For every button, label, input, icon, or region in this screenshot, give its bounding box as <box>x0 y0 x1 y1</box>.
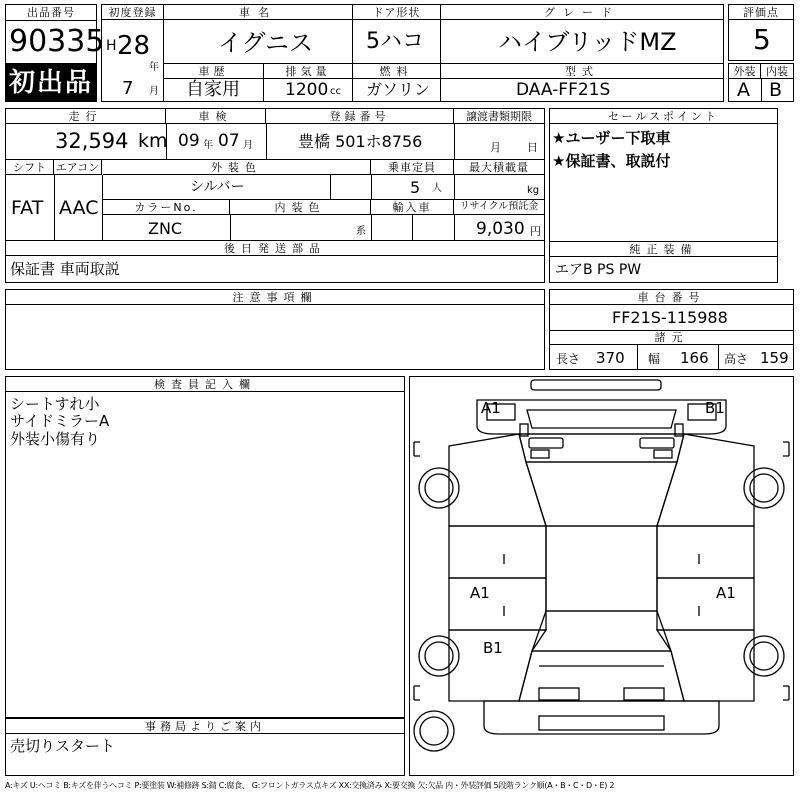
inspection-label: 車検 <box>166 109 266 124</box>
office-label: 事務局よりご案内 <box>6 719 404 734</box>
ext-color: シルバー <box>190 179 245 195</box>
capacity-label: 乗車定員 <box>371 160 454 175</box>
row1-div2 <box>266 124 267 160</box>
displacement-unit: cc <box>330 86 341 97</box>
width: 166 <box>680 349 709 367</box>
ac: AAC <box>59 197 99 219</box>
mileage-label: 走行 <box>6 109 166 124</box>
load-label: 最大積載量 <box>454 160 544 175</box>
exterior-label: 外装 <box>729 64 761 79</box>
legend: A:キズ U:ヘコミ B:キズを伴うヘコミ P:要塗装 W:補修跡 S:錆 C:腐食、 G:フロントガラス点キズ XX:交換済み X:要交換 欠:欠品 内・外装評価 5段階ランク順(A・B・C・D・E) 2 <box>5 781 615 790</box>
reg-label: 登録番号 <box>266 109 454 124</box>
ext-color-label: 外装色 <box>103 160 371 175</box>
door-label: ドア形状 <box>353 5 440 20</box>
mileage-unit: km <box>138 130 168 152</box>
reg-number: 豊橋 501ホ8756 <box>298 132 423 151</box>
sales-point-1: ★ユーザー下取車 <box>552 129 671 147</box>
mileage: 32,594 <box>55 129 129 153</box>
inspector-line-1: シートすれ小 <box>10 395 100 413</box>
first-reg-label: 初度登録 <box>102 5 163 20</box>
displacement-label: 排気量 <box>264 64 352 79</box>
equipment: エアB PS PW <box>555 262 642 278</box>
ac-label: エアコン <box>54 160 102 175</box>
import-label: 輸入車 <box>371 200 454 215</box>
era: H <box>106 38 117 54</box>
car-name: イグニス <box>218 29 314 57</box>
r3-div3 <box>412 215 413 241</box>
inspector-line-3: 外装小傷有り <box>10 430 101 448</box>
year-unit: 年 <box>149 62 159 73</box>
car-name-label: 車名 <box>164 5 352 20</box>
shift-div <box>54 175 55 241</box>
mark-rear-left: B1 <box>483 639 503 657</box>
inspection-month-unit: 月 <box>243 140 253 151</box>
mark-side-left: A1 <box>470 584 490 602</box>
grade: ハイブリッドMZ <box>498 28 677 56</box>
height-label: 高さ <box>724 352 749 366</box>
first-reg-month: 7 <box>122 78 134 99</box>
interior-grade: B <box>769 79 783 101</box>
load-div <box>454 175 455 200</box>
inspector-line-2: サイドミラーA <box>10 412 110 430</box>
interior-label: 内装 <box>761 64 793 79</box>
grade-box-div <box>761 79 762 102</box>
dims-label: 諸元 <box>550 330 793 345</box>
length-label: 長さ <box>556 352 581 366</box>
color-no: ZNC <box>148 219 183 238</box>
grade-label: グレード <box>441 5 723 20</box>
chassis-label: 車台番号 <box>550 290 793 305</box>
transfer-month-unit: 月 <box>490 141 501 154</box>
fuel-label: 燃料 <box>353 64 440 79</box>
first-reg-year: 28 <box>117 31 151 61</box>
int-color-unit: 系 <box>356 226 366 237</box>
cap-div <box>371 175 372 200</box>
inspector-label: 検査員記入欄 <box>6 377 404 392</box>
transfer-day-unit: 日 <box>527 141 538 154</box>
r3-div4 <box>454 215 455 241</box>
car-diagram <box>409 376 794 776</box>
model: DAA-FF21S <box>516 80 611 100</box>
mark-front-right: B1 <box>705 399 725 417</box>
shift-label: シフト <box>6 160 54 175</box>
chassis-number: FF21S-115988 <box>612 308 728 327</box>
sales-point-2: ★保証書、取説付 <box>552 152 671 170</box>
fuel: ガソリン <box>366 80 431 99</box>
shift: FAT <box>11 197 44 219</box>
recycle-label: リサイクル預託金 <box>454 200 544 215</box>
inspection-year: 09 <box>178 131 200 151</box>
later-parts-label: 後日発送部品 <box>6 241 544 256</box>
int-color-label: 内装色 <box>230 200 371 215</box>
dims-div1 <box>637 345 638 369</box>
month-unit: 月 <box>149 86 159 97</box>
recycle: 9,030 <box>476 219 525 239</box>
equipment-label: 純正装備 <box>550 242 777 257</box>
height: 159 <box>760 349 789 367</box>
load-unit: kg <box>527 185 540 196</box>
displacement: 1200 <box>285 80 329 100</box>
lot-number-label-text: 出品番号 <box>6 5 96 20</box>
history-label: 車歴 <box>164 64 264 79</box>
color-no-label: カラーNo. <box>103 200 230 215</box>
notes-label: 注意事項欄 <box>6 290 544 305</box>
later-parts: 保証書 車両取説 <box>10 260 120 278</box>
mark-front-left: A1 <box>481 399 501 417</box>
r3-div2 <box>371 215 372 241</box>
capacity: 5 <box>410 178 421 197</box>
score: 5 <box>753 23 771 56</box>
history: 自家用 <box>186 79 240 100</box>
capacity-unit: 人 <box>432 183 442 194</box>
ext-color-div <box>330 175 331 200</box>
model-label: 型式 <box>441 64 723 79</box>
office-value: 売切りスタート <box>10 737 116 755</box>
mark-side-right: A1 <box>716 584 736 602</box>
length: 370 <box>596 349 625 367</box>
transfer-label: 譲渡書類期限 <box>454 109 544 124</box>
dims-div2 <box>718 345 719 369</box>
lot-number: 90335 <box>9 24 105 59</box>
recycle-unit: 円 <box>530 225 541 238</box>
inspection-month: 07 <box>218 131 240 151</box>
first-listing-badge: 初出品 <box>5 64 97 102</box>
door-type: 5ハコ <box>366 29 424 54</box>
width-label: 幅 <box>648 352 661 366</box>
inspection-year-unit: 年 <box>203 140 213 151</box>
sales-points-label: セールスポイント <box>550 109 777 124</box>
exterior-grade: A <box>737 79 750 101</box>
score-label: 評価点 <box>729 5 793 20</box>
row1-div3 <box>454 124 455 160</box>
r3-div1 <box>230 215 231 241</box>
